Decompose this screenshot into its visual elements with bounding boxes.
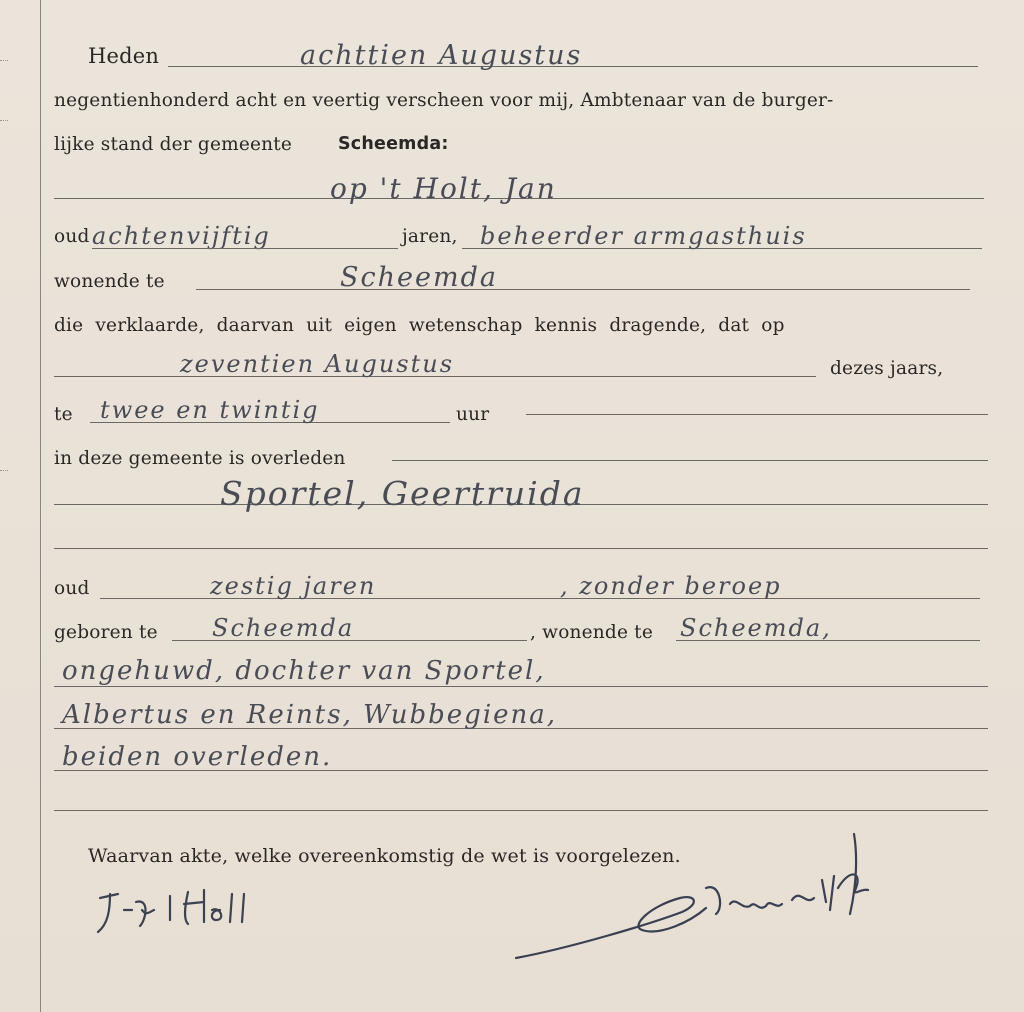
declaration-line: die verklaarde, daarvan uit eigen wetenschap kennis dragende, dat op [54, 315, 785, 336]
fill-rule [54, 686, 988, 687]
dezes-jaars-label: dezes jaars, [830, 358, 944, 379]
edge-mark [0, 120, 8, 121]
wonende-label: wonende te [54, 271, 165, 292]
edge-mark [0, 470, 8, 471]
handwritten-deceased-age: zestig jaren [210, 572, 377, 600]
te-label: te [54, 404, 73, 425]
edge-mark [0, 60, 8, 61]
fill-rule [196, 289, 970, 290]
handwritten-parents: Albertus en Reints, Wubbegiena, [62, 700, 558, 730]
handwritten-date: achttien Augustus [300, 40, 583, 71]
left-margin-rule [40, 0, 41, 1012]
oud-label-2: oud [54, 578, 90, 599]
handwritten-occupation: beheerder armgasthuis [480, 222, 807, 250]
municipality-name: Scheemda: [338, 134, 449, 154]
fill-rule [526, 414, 988, 415]
handwritten-deceased-residence: Scheemda, [680, 614, 832, 642]
handwritten-declarant: op 't Holt, Jan [330, 172, 557, 205]
declarant-signature [80, 880, 300, 940]
handwritten-age: achtenvijftig [92, 222, 271, 250]
jaren-label: jaren, [402, 226, 458, 247]
uur-label: uur [456, 404, 490, 425]
handwritten-note: beiden overleden. [62, 742, 333, 772]
wonende-label-2: , wonende te [530, 622, 653, 643]
geboren-label: geboren te [54, 622, 158, 643]
fill-rule [54, 810, 988, 811]
registrar-signature [510, 828, 890, 978]
intro-line-2: lijke stand der gemeente [54, 134, 293, 155]
handwritten-residence: Scheemda [340, 262, 498, 293]
handwritten-hour: twee en twintig [100, 396, 320, 424]
fill-rule [392, 460, 988, 461]
handwritten-deceased-name: Sportel, Geertruida [220, 474, 585, 513]
oud-label: oud [54, 226, 90, 247]
closing-text: Waarvan akte, welke overeenkomstig de wet is voorgelezen. [88, 845, 681, 867]
handwritten-status: ongehuwd, dochter van Sportel, [62, 656, 546, 686]
fill-rule [92, 248, 398, 249]
overleden-label: in deze gemeente is overleden [54, 448, 346, 469]
heden-label: Heden [88, 44, 160, 68]
intro-line-1: negentienhonderd acht en veertig verscheen voor mij, Ambtenaar van de burger- [54, 90, 834, 111]
handwritten-death-date: zeventien Augustus [180, 350, 455, 378]
handwritten-deceased-occupation: , zonder beroep [560, 572, 782, 600]
fill-rule [54, 548, 988, 549]
handwritten-birthplace: Scheemda [212, 614, 355, 642]
